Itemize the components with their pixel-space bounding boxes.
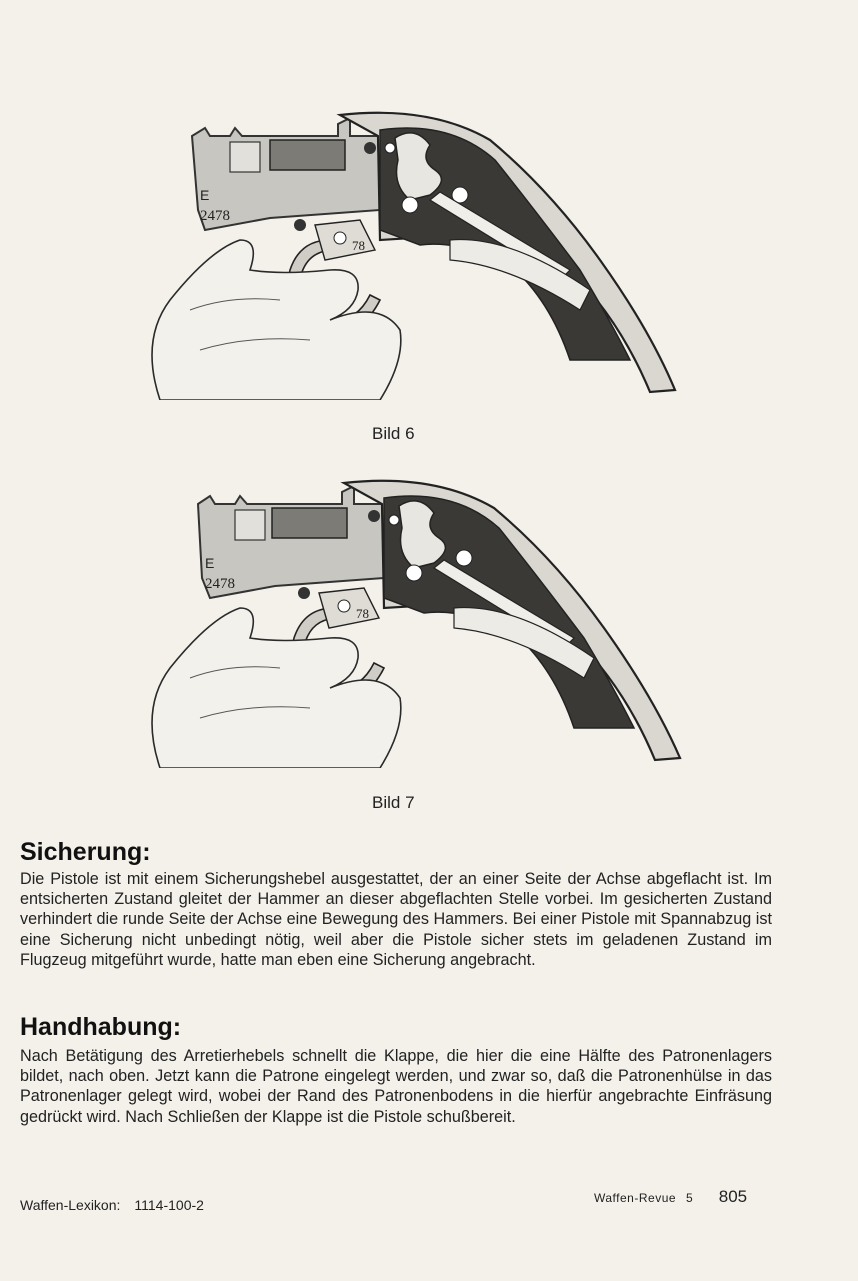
footer-issue: 5 — [686, 1191, 693, 1205]
caption-bild-7: Bild 7 — [372, 793, 415, 812]
pistol-illustration-bild-6 — [130, 100, 690, 400]
paragraph-sicherung: Die Pistole ist mit einem Sicherungshebel ausgestattet, der an einer Seite der Achse abgeflacht ist. Im entsicherten Zustand gleitet der Hammer an dieser abgeflachten Stelle vorbei. Im gesicherten Zustand verhindert die runde Seite der Achse eine Bewegung des Hammers. Bei einer Pistole mit Spannabzug ist eine Sicherung nicht unbedingt nötig, weil aber die Pistole sicher stets im geladenen Zustand im Flugzeug mitgeführt wurde, hatte man eben eine Sicherung angebracht. — [20, 870, 772, 969]
figure-bild-7 — [120, 468, 700, 768]
mark-e: E — [200, 187, 210, 203]
footer-lexikon-label: Waffen-Lexikon: — [20, 1197, 121, 1213]
figure-bild-6 — [130, 100, 690, 400]
part-number: 78 — [356, 606, 369, 621]
serial-number: 2478 — [200, 208, 230, 224]
footer-magazine-name: Waffen-Revue — [594, 1191, 677, 1205]
heading-sicherung: Sicherung: — [20, 838, 151, 866]
mark-e: E — [205, 555, 215, 571]
part-number: 78 — [352, 238, 365, 253]
paragraph-handhabung: Nach Betätigung des Arretierhebels schnellt die Klappe, die hier die eine Hälfte des Patronenlagers bildet, nach oben. Jetzt kann die Patrone eingelegt werden, und zwar so, daß die Patronenhülse in das Patronenlager gelegt wird, wobei der Rand des Patronenbodens in die hierfür angebrachte Einfräsung gedrückt wird. Nach Schließen der Klappe ist die Pistole schußbereit. — [20, 1047, 772, 1126]
pistol-illustration-bild-7 — [120, 468, 700, 768]
caption-bild-6: Bild 6 — [372, 424, 415, 443]
footer-reference — [20, 1197, 204, 1213]
page-number: 805 — [718, 1187, 748, 1206]
serial-number: 2478 — [205, 576, 235, 592]
footer-magazine — [594, 1187, 747, 1207]
footer-lexikon-code: 1114-100-2 — [134, 1197, 204, 1213]
heading-handhabung: Handhabung: — [20, 1013, 182, 1041]
